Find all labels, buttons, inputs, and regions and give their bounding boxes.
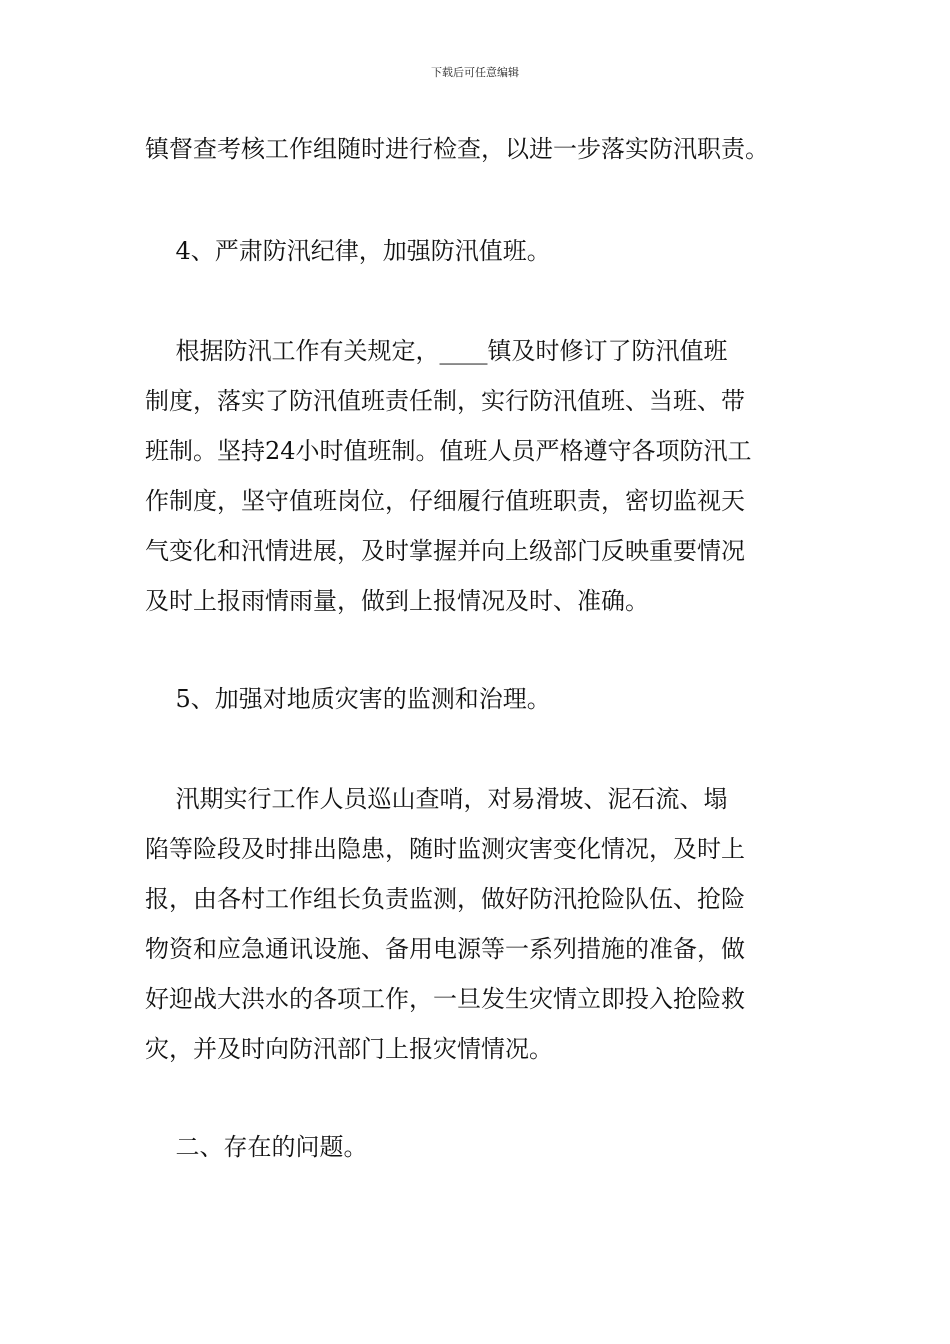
heading-text: 5、加强对地质灾害的监测和治理。 (145, 685, 551, 713)
paragraph-intro (145, 124, 810, 174)
text-line: 物资和应急通讯设施、备用电源等一系列措施的准备，做 (145, 935, 745, 963)
text-line: 气变化和汛情进展，及时掌握并向上级部门反映重要情况 (145, 537, 745, 565)
text-line: 陷等险段及时排出隐患，随时监测灾害变化情况，及时上 (145, 835, 745, 863)
paragraph-duty (145, 326, 810, 626)
paragraph-geology (145, 774, 810, 1074)
text-line: 制度，落实了防汛值班责任制，实行防汛值班、当班、带 (145, 387, 745, 415)
text-line: 作制度，坚守值班岗位，仔细履行值班职责，密切监视天 (145, 487, 745, 515)
text-line: 报，由各村工作组长负责监测，做好防汛抢险队伍、抢险 (145, 885, 745, 913)
text-line: 及时上报雨情雨量，做到上报情况及时、准确。 (145, 587, 649, 615)
text-line: 根据防汛工作有关规定，____镇及时修订了防汛值班 (145, 337, 728, 365)
text-line: 好迎战大洪水的各项工作，一旦发生灾情立即投入抢险救 (145, 985, 745, 1013)
text-line: 汛期实行工作人员巡山查哨，对易滑坡、泥石流、塌 (145, 785, 728, 813)
text-line: 班制。坚持24小时值班制。值班人员严格遵守各项防汛工 (145, 437, 752, 465)
text-line: 灾，并及时向防汛部门上报灾情情况。 (145, 1035, 553, 1063)
text-line: 镇督查考核工作组随时进行检查，以进一步落实防汛职责。 (145, 135, 769, 163)
heading-text: 4、严肃防汛纪律，加强防汛值班。 (145, 237, 551, 265)
page-header-note: 下载后可任意编辑 (431, 66, 519, 79)
section-heading-4 (145, 226, 810, 276)
heading-text: 二、存在的问题。 (145, 1133, 368, 1161)
section-heading-problems (145, 1122, 810, 1172)
section-heading-5 (145, 674, 810, 724)
